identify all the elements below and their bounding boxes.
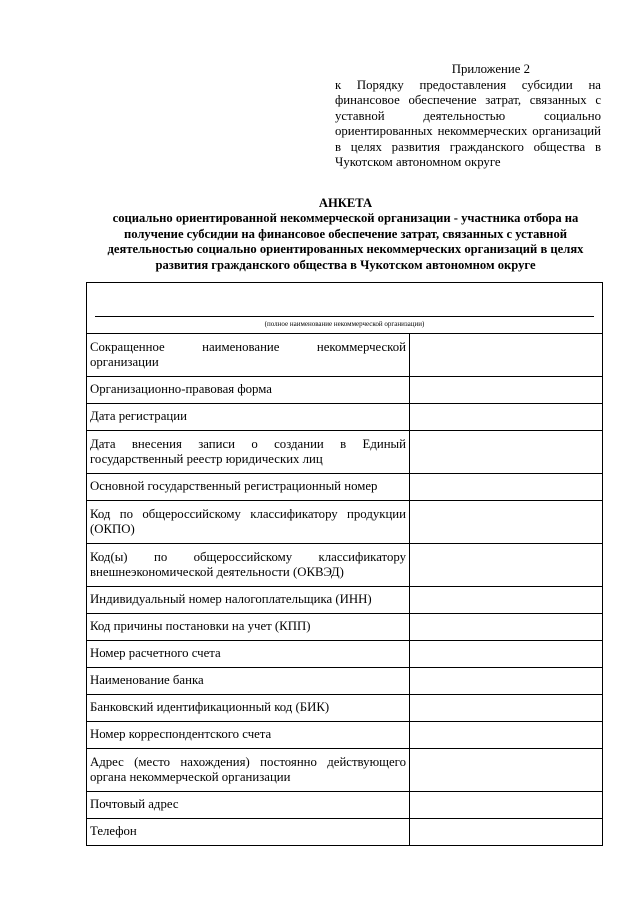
table-row xyxy=(87,334,603,377)
row-value-cell[interactable] xyxy=(410,819,603,846)
row-value-cell[interactable] xyxy=(410,614,603,641)
row-value-cell[interactable] xyxy=(410,749,603,792)
table-row xyxy=(87,792,603,819)
annex-block xyxy=(335,62,601,171)
table-row xyxy=(87,614,603,641)
form-title: АНКЕТА xyxy=(318,196,373,210)
row-value-cell[interactable] xyxy=(410,792,603,819)
table-row xyxy=(87,722,603,749)
row-value-cell[interactable] xyxy=(410,641,603,668)
row-value-cell[interactable] xyxy=(410,377,603,404)
row-label: Основной государственный регистрационный номер xyxy=(87,474,410,501)
row-value-cell[interactable] xyxy=(410,431,603,474)
questionnaire-table xyxy=(86,282,603,846)
row-value-cell[interactable] xyxy=(410,404,603,431)
row-value-cell[interactable] xyxy=(410,668,603,695)
row-label: Дата внесения записи о создании в Единый государственный реестр юридических лиц xyxy=(87,431,410,474)
table-row xyxy=(87,668,603,695)
full-name-cell[interactable] xyxy=(87,283,603,334)
row-label: Номер корреспондентского счета xyxy=(87,722,410,749)
row-label: Наименование банка xyxy=(87,668,410,695)
full-name-row xyxy=(87,283,603,334)
row-label: Код(ы) по общероссийскому классификатору внешнеэкономической деятельности (ОКВЭД) xyxy=(87,544,410,587)
row-label: Код причины постановки на учет (КПП) xyxy=(87,614,410,641)
row-label: Номер расчетного счета xyxy=(87,641,410,668)
row-value-cell[interactable] xyxy=(410,474,603,501)
row-label: Банковский идентификационный код (БИК) xyxy=(87,695,410,722)
full-name-caption: (полное наименование некоммерческой организации) xyxy=(264,320,425,328)
table-row xyxy=(87,544,603,587)
table-row xyxy=(87,587,603,614)
row-label: Телефон xyxy=(87,819,410,846)
row-label: Адрес (место нахождения) постоянно действующего органа некоммерческой организации xyxy=(87,749,410,792)
row-label: Индивидуальный номер налогоплательщика (ИНН) xyxy=(87,587,410,614)
row-value-cell[interactable] xyxy=(410,587,603,614)
form-heading xyxy=(88,196,603,273)
table-row xyxy=(87,377,603,404)
table-row xyxy=(87,749,603,792)
annex-text: к Порядку предоставления субсидии на финансовое обеспечение затрат, связанных с уставной деятельностью социально ориентированных некоммерческих организаций в целях развития гражданского общества в Чукотском автономном округе xyxy=(335,77,601,169)
full-name-line xyxy=(95,316,594,317)
form-subtitle: социально ориентированной некоммерческой организации - участника отбора на получение субсидии на финансовое обеспечение затрат, связанных с уставной деятельностью социально ориентированных некоммерческих организаций в целях развития гражданского общества в Чукотском автономном округе xyxy=(107,211,584,272)
row-value-cell[interactable] xyxy=(410,695,603,722)
row-label: Код по общероссийскому классификатору продукции (ОКПО) xyxy=(87,501,410,544)
row-label: Организационно-правовая форма xyxy=(87,377,410,404)
row-label: Дата регистрации xyxy=(87,404,410,431)
row-label: Почтовый адрес xyxy=(87,792,410,819)
annex-title: Приложение 2 xyxy=(451,62,530,76)
row-value-cell[interactable] xyxy=(410,722,603,749)
row-value-cell[interactable] xyxy=(410,501,603,544)
table-row xyxy=(87,474,603,501)
table-row xyxy=(87,404,603,431)
table-row xyxy=(87,431,603,474)
table-row xyxy=(87,695,603,722)
table-row xyxy=(87,819,603,846)
table-row xyxy=(87,641,603,668)
table-row xyxy=(87,501,603,544)
row-value-cell[interactable] xyxy=(410,334,603,377)
row-label: Сокращенное наименование некоммерческой организации xyxy=(87,334,410,377)
row-value-cell[interactable] xyxy=(410,544,603,587)
